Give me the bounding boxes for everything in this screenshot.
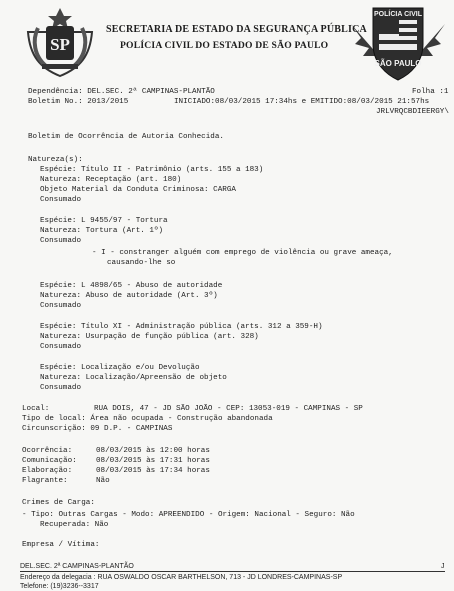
footer-address: Endereço da delegacia : RUA OSWALDO OSCAR BARTHELSON, 713 - JD LONDRES-CAMPINAS-SP [20,574,343,581]
status-4: Consumado [40,343,82,351]
dependencia: Dependência: DEL.SEC. 2ª CAMPINAS-PLANTÃO [28,88,215,96]
especie-3: Espécie: L 4898/65 - Abuso de autoridade [40,282,223,290]
especie-4: Espécie: Título XI - Administração pública (arts. 312 a 359-H) [40,323,323,331]
right-seal-top: POLÍCIA CIVIL [374,11,422,18]
footer-phone: Telefone: (19)3236--3317 [20,583,99,590]
header-line-1: SECRETARIA DE ESTADO DA SEGURANÇA PÚBLICA [106,24,367,35]
document-title: Boletim de Ocorrência de Autoria Conhecida. [28,133,224,141]
left-seal-text: SP [50,35,70,54]
carga-line-2: Recuperada: Não [40,521,109,529]
comunicacao-value: 08/03/2015 às 17:31 horas [96,457,210,465]
footer-mark: J [441,563,445,570]
especie-1: Espécie: Título II - Patrimônio (arts. 155 a 183) [40,166,264,174]
natureza-3: Natureza: Abuso de autoridade (Art. 3º) [40,292,218,300]
sao-paulo-state-seal-icon [24,6,96,78]
crimes-de-carga-label: Crimes de Carga: [22,499,95,507]
local-label: Local: [22,405,50,413]
natureza-label: Natureza(s): [28,156,83,164]
status-5: Consumado [40,384,82,392]
footer-unit: DEL.SEC. 2ª CAMPINAS-PLANTÃO [20,563,134,570]
local-value: RUA DOIS, 47 - JD SÃO JOÃO - CEP: 13053-019 - CAMPINAS - SP [94,405,363,413]
header-line-2: POLÍCIA CIVIL DO ESTADO DE SÃO PAULO [120,40,329,51]
natureza-5: Natureza: Localização/Apreensão de objeto [40,374,227,382]
comunicacao-label: Comunicação: [22,457,77,465]
status-3: Consumado [40,302,82,310]
iniciado-emitido: INICIADO:08/03/2015 17:34hs e EMITIDO:08/03/2015 21:57hs [174,98,430,106]
boletim-number: Boletim No.: 2013/2015 [28,98,129,106]
natureza-2: Natureza: Tortura (Art. 1º) [40,227,164,235]
right-seal-bottom: SÃO PAULO [374,59,422,68]
policia-civil-badge-icon [349,4,447,82]
elaboracao-label: Elaboração: [22,467,73,475]
status-1: Consumado [40,196,82,204]
verification-code: JRLVRQCBDIEERGY\ [376,108,449,116]
natureza-4: Natureza: Usurpação de função pública (art. 328) [40,333,259,341]
natureza-1: Natureza: Receptação (art. 180) [40,176,182,184]
especie-5: Espécie: Localização e/ou Devolução [40,364,200,372]
footer-rule [20,571,445,572]
objeto-material: Objeto Material da Conduta Criminosa: CARGA [40,186,236,194]
especie-2: Espécie: L 9455/97 - Tortura [40,217,168,225]
status-2: Consumado [40,237,82,245]
tipo-de-local: Tipo de local: Área não ocupada - Construção abandonada [22,415,273,423]
empresa-vitima: Empresa / Vítima: [22,541,100,549]
ocorrencia-value: 08/03/2015 às 12:00 horas [96,447,210,455]
folha: Folha :1 [412,88,449,96]
circunscricao: Circunscrição: 09 D.P. - CAMPINAS [22,425,173,433]
ocorrencia-label: Ocorrência: [22,447,73,455]
inciso-line-1: - I - constranger alguém com emprego de violência ou grave ameaça, [92,249,393,257]
flagrante-value: Não [96,477,110,485]
carga-line-1: - Tipo: Outras Cargas - Modo: APREENDIDO - Origem: Nacional - Seguro: Não [22,511,355,519]
elaboracao-value: 08/03/2015 às 17:34 horas [96,467,210,475]
flagrante-label: Flagrante: [22,477,68,485]
inciso-line-2: causando-lhe so [107,259,176,267]
